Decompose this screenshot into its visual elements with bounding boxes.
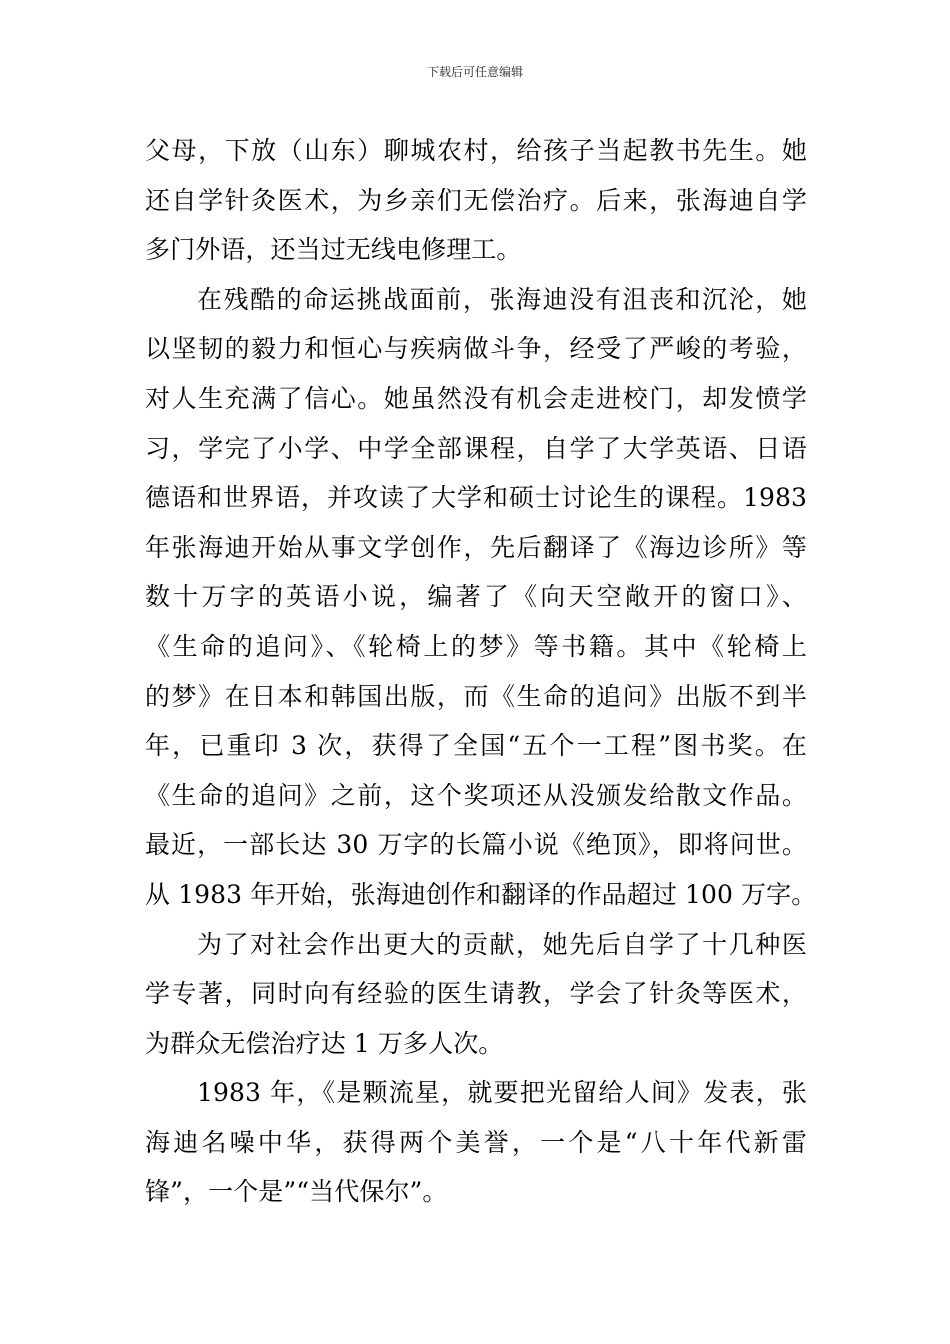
paragraph-2-line-11: 《生命的追问》之前，这个奖项还从没颁发给散文作品。: [145, 780, 807, 810]
paragraph-2-line-13: 从 1983 年开始，张海迪创作和翻译的作品超过 100 万字。: [145, 879, 817, 909]
paragraph-1-line-2: 还自学针灸医术，为乡亲们无偿治疗。后来，张海迪自学: [145, 185, 807, 215]
paragraph-2-line-4: 习，学完了小学、中学全部课程，自学了大学英语、日语: [145, 433, 807, 463]
paragraph-2-line-9: 的梦》在日本和韩国出版，而《生命的追问》出版不到半: [145, 681, 807, 711]
paragraph-2-line-12: 最近，一部长达 30 万字的长篇小说《绝顶》，即将问世。: [145, 830, 807, 860]
paragraph-3-line-2: 学专著，同时向有经验的医生请教，学会了针灸等医术，: [145, 979, 807, 1009]
paragraph-2-line-7: 数十万字的英语小说，编著了《向天空敞开的窗口》、: [145, 582, 807, 612]
page-header: 下载后可任意编辑: [426, 65, 523, 79]
paragraph-4-line-3: 锋”，一个是”“当代保尔”。: [145, 1177, 448, 1207]
paragraph-1-line-3: 多门外语，还当过无线电修理工。: [145, 235, 522, 265]
paragraph-2-line-1: 在残酷的命运挑战面前，张海迪没有沮丧和沉沦，她: [197, 284, 807, 314]
paragraph-1-line-1: 父母，下放（山东）聊城农村，给孩子当起教书先生。她: [145, 136, 807, 165]
paragraph-4-line-1: 1983 年，《是颗流星，就要把光留给人间》发表，张: [197, 1078, 807, 1108]
paragraph-2-line-6: 年张海迪开始从事文学创作，先后翻译了《海边诊所》等: [145, 532, 807, 562]
paragraph-2-line-10: 年，已重印 3 次，获得了全国“五个一工程”图书奖。在: [145, 731, 807, 761]
paragraph-2-line-8: 《生命的追问》、《轮椅上的梦》等书籍。其中《轮椅上: [145, 631, 807, 661]
paragraph-3-line-1: 为了对社会作出更大的贡献，她先后自学了十几种医: [197, 929, 807, 959]
document-body: [145, 126, 817, 1217]
paragraph-2-line-3: 对人生充满了信心。她虽然没有机会走进校门，却发愤学: [145, 383, 807, 413]
paragraph-2-line-5: 德语和世界语，并攻读了大学和硕士讨论生的课程。1983: [145, 483, 807, 513]
paragraph-4-line-2: 海迪名噪中华，获得两个美誉，一个是“八十年代新雷: [145, 1127, 807, 1157]
paragraph-2-line-2: 以坚韧的毅力和恒心与疾病做斗争，经受了严峻的考验，: [145, 334, 807, 364]
paragraph-3-line-3: 为群众无偿治疗达 1 万多人次。: [145, 1028, 504, 1058]
